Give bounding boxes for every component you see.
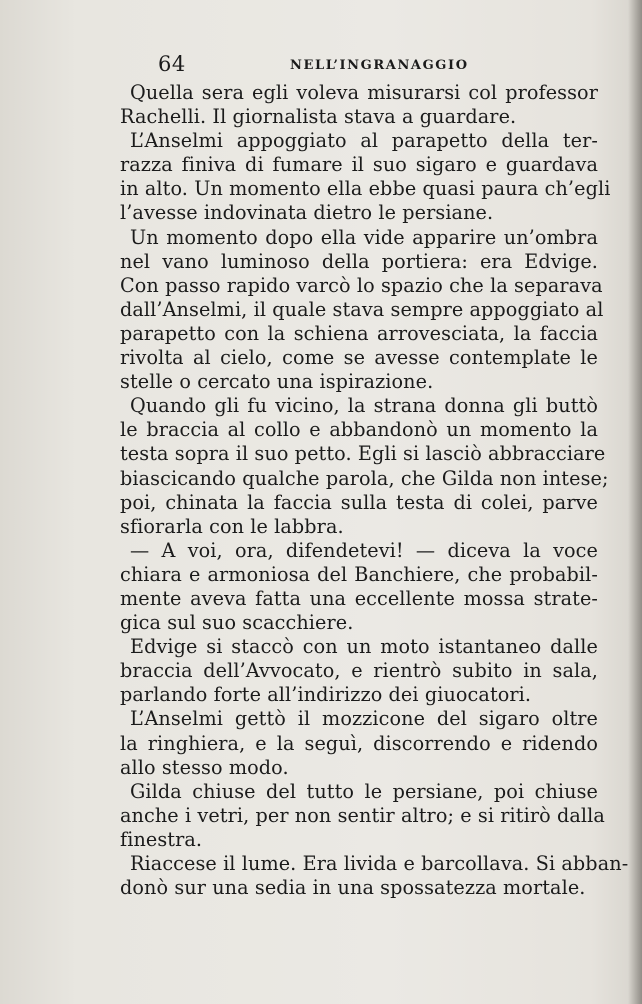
text-line: Quella sera egli voleva misurarsi col professor [130,81,598,104]
text-line: le braccia al collo e abbandonò un momento la [120,418,598,442]
text-line: parlando forte all’indirizzo dei giuocatori. [120,683,532,707]
text-line: rivolta al cielo, come se avesse contemplate le [120,346,598,370]
text-line: nel vano luminoso della portiera: era Edvige. [120,249,598,273]
text-line: allo stesso modo. [120,755,289,779]
text-line: L’Anselmi appoggiato al parapetto della ter- [130,129,598,153]
text-line: Quando gli fu vicino, la strana donna gli buttò [130,394,598,418]
text-line: l’avesse indovinata dietro le persiane. [120,201,494,225]
text-line: in alto. Un momento ella ebbe quasi paura ch’egli [120,177,611,201]
text-line: gica sul suo scacchiere. [120,611,354,635]
text-line: — A voi, ora, difendetevi! — diceva la voce [130,538,598,562]
text-line: finestra. [120,827,203,851]
running-head: NELL’INGRANAGGIO [290,58,469,73]
text-line: chiara e armoniosa del Banchiere, che probabil- [120,562,598,586]
text-line: Riaccese il lume. Era livida e barcollava. Si abban- [130,852,629,875]
text-line: stelle o cercato una ispirazione. [120,370,434,394]
text-line: Gilda chiuse del tutto le persiane, poi chiuse [130,779,598,803]
text-line: Con passo rapido varcò lo spazio che la separava [120,273,603,297]
text-line: L’Anselmi gettò il mozzicone del sigaro oltre [130,707,598,731]
text-line: poi, chinata la faccia sulla testa di colei, parve [120,490,598,514]
body-text [120,81,629,900]
text-line: testa sopra il suo petto. Egli si lasciò abbracciare [120,442,606,466]
text-line: Un momento dopo ella vide apparire un’ombra [130,225,598,249]
text-line: donò sur una sedia in una spossatezza mortale. [120,876,586,900]
text-line: sfiorarla con le labbra. [120,514,344,538]
page-gutter-shadow [628,0,642,1004]
text-line: razza finiva di fumare il suo sigaro e guardava [120,153,598,177]
text-line: anche i vetri, per non sentir altro; e si ritirò dalla [120,803,605,827]
page-number: 64 [158,52,186,76]
text-line: mente aveva fatta una eccellente mossa strate- [120,586,598,610]
text-line: Edvige si staccò con un moto istantaneo dalle [130,635,598,659]
text-line: Rachelli. Il giornalista stava a guardare. [120,105,517,129]
text-line: dall’Anselmi, il quale stava sempre appoggiato al [120,297,604,321]
text-line: braccia dell’Avvocato, e rientrò subito in sala, [120,659,598,683]
text-line: parapetto con la schiena arrovesciata, la faccia [120,321,598,345]
text-line: la ringhiera, e la seguì, discorrendo e ridendo [120,731,598,755]
page-header [0,48,642,78]
text-line: biascicando qualche parola, che Gilda non intese; [120,466,609,490]
